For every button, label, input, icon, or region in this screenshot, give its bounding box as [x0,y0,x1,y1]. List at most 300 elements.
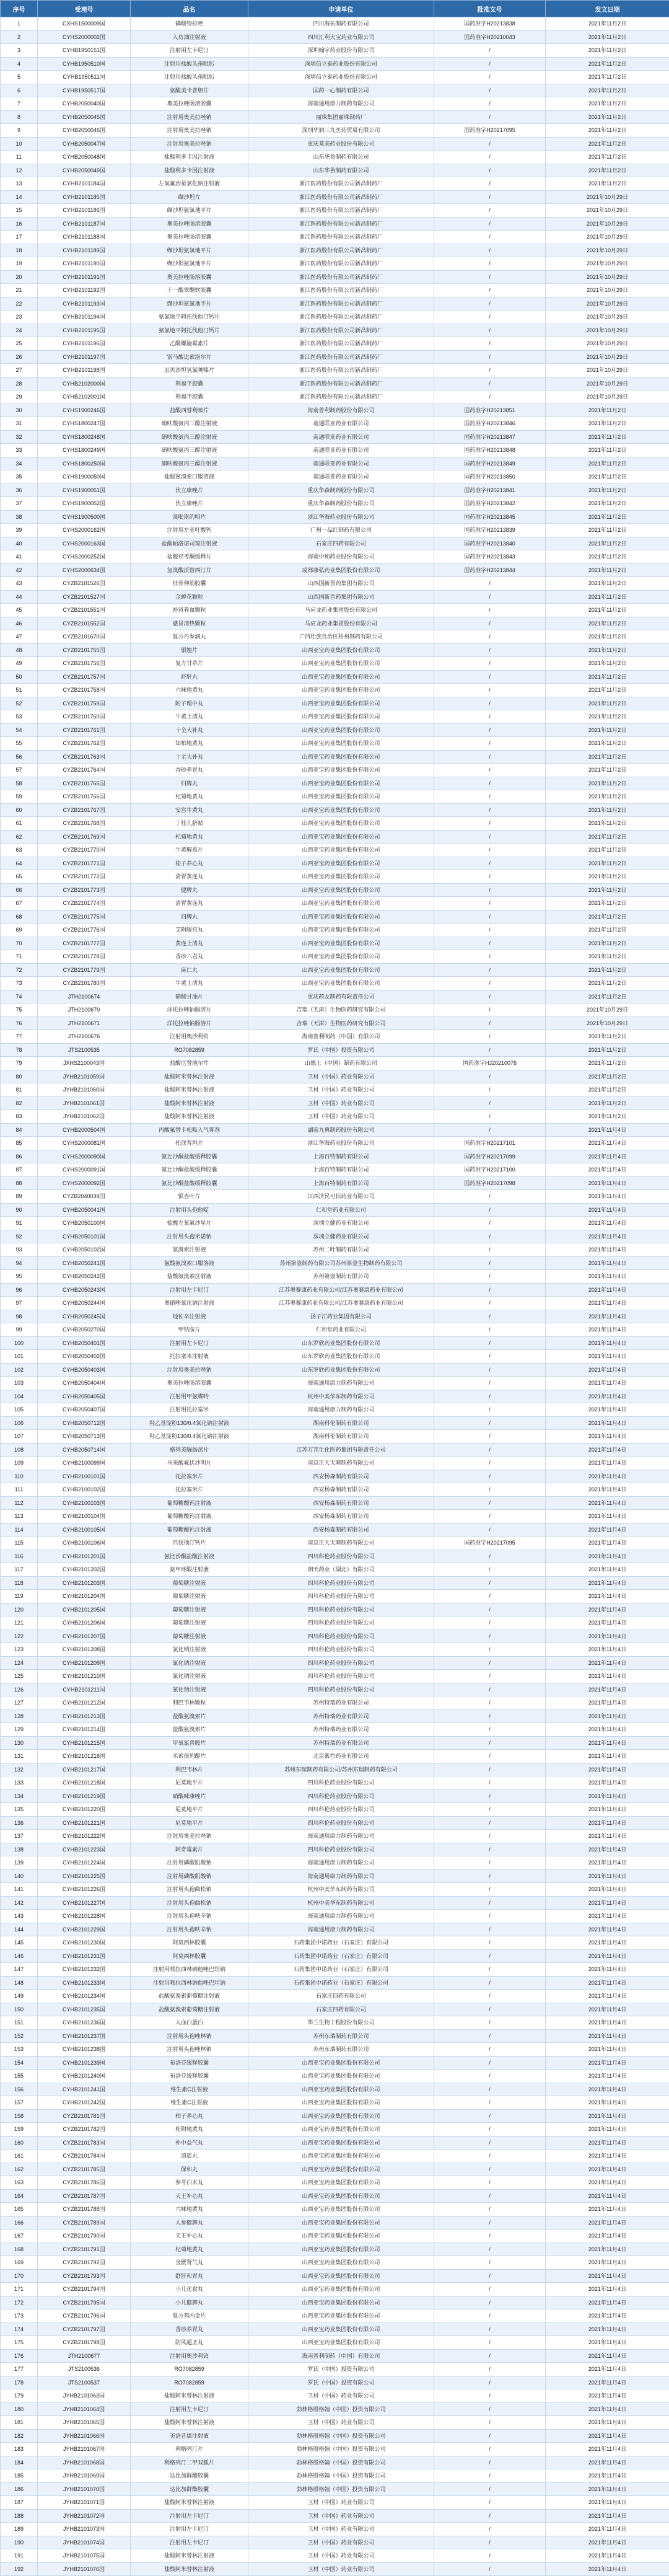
cell-product-name: 盐酸氨溴索葡萄糖注射液 [131,2003,248,2016]
cell-applicant: 山西亚宝药业集团股份有限公司 [248,710,434,724]
cell-acceptance-no: CYZB2101796国 [38,2309,131,2323]
cell-approval-no: / [434,2150,546,2163]
cell-serial: 31 [1,417,38,431]
cell-approval-no: / [434,1390,546,1403]
cell-product-name: 硝呋酸氨丙三醇注射液 [131,444,248,457]
cell-acceptance-no: CYHB2101242国 [38,2096,131,2110]
cell-issue-date: 2021年11月4日 [546,2029,669,2043]
cell-product-name: 阿奇霉素片 [131,1843,248,1856]
cell-serial: 43 [1,577,38,591]
cell-applicant: 石药集团中诺药业（石家庄）有限公司 [248,1949,434,1963]
cell-applicant: 浙江医药股份有限公司新昌制药厂 [248,204,434,218]
table-row [1,1990,669,2003]
cell-issue-date: 2021年11月2日 [546,950,669,964]
cell-serial: 104 [1,1390,38,1403]
cell-acceptance-no: CYHB2101201国 [38,1550,131,1563]
cell-approval-no: 国药准字H20217100 [434,1163,546,1177]
cell-applicant: 四川科伦药业股份有限公司 [248,1617,434,1630]
cell-serial: 105 [1,1403,38,1417]
cell-serial: 15 [1,204,38,218]
cell-serial: 102 [1,1363,38,1377]
cell-serial: 142 [1,1896,38,1910]
cell-serial: 4 [1,57,38,71]
cell-acceptance-no: CYZB2101767国 [38,803,131,817]
cell-issue-date: 2021年11月2日 [546,803,669,817]
cell-product-name: 氨溴索注射液 [131,1243,248,1257]
cell-applicant: 山西亚宝药业集团股份有限公司 [248,924,434,937]
cell-acceptance-no: CYHB2050102国 [38,1243,131,1257]
cell-acceptance-no: CYHB1950511国 [38,71,131,84]
cell-acceptance-no: CYHB2100106国 [38,1537,131,1550]
cell-product-name: 十全大补丸 [131,723,248,737]
cell-applicant: 山西亚宝药业集团股份有限公司 [248,2083,434,2096]
cell-issue-date: 2021年11月4日 [546,2003,669,2016]
cell-applicant: 山西亚宝药业集团股份有限公司 [248,2189,434,2203]
cell-issue-date: 2021年11月4日 [546,1630,669,1643]
cell-product-name: 盐酸氨溴索葡萄糖注射液 [131,1990,248,2003]
cell-approval-no: / [434,1443,546,1457]
cell-serial: 22 [1,297,38,311]
cell-approval-no: / [434,2496,546,2510]
cell-acceptance-no: CYHB2101206国 [38,1617,131,1630]
cell-serial: 164 [1,2189,38,2203]
cell-serial: 122 [1,1630,38,1643]
cell-product-name: 注射用左亚叶酸钙 [131,524,248,537]
table-row [1,910,669,924]
cell-acceptance-no: CYHB2101189国 [38,244,131,257]
cell-approval-no: / [434,1830,546,1843]
cell-applicant: 深圳立健药业有限公司 [248,1230,434,1243]
cell-serial: 118 [1,1576,38,1590]
cell-approval-no: / [434,977,546,990]
cell-applicant: 卫材（中国）药业有限公司 [248,2389,434,2403]
cell-product-name: 麻仁丸 [131,963,248,977]
cell-applicant: 四川科伦药业股份有限公司 [248,1789,434,1803]
table-row [1,1750,669,1763]
cell-issue-date: 2021年11月2日 [546,550,669,564]
table-row [1,750,669,764]
cell-acceptance-no: CYHB2101225国 [38,1869,131,1883]
cell-issue-date: 2021年11月2日 [546,737,669,751]
cell-issue-date: 2021年11月2日 [546,17,669,31]
cell-applicant: 山西亚宝药业集团股份有限公司 [248,2163,434,2176]
cell-product-name: 利巴韦林颗粒 [131,1696,248,1710]
cell-applicant: 深圳立健药业有限公司 [248,1217,434,1230]
cell-acceptance-no: CYHB2101195国 [38,324,131,337]
cell-product-name: 金蝉花颗粒 [131,590,248,604]
cell-acceptance-no: CYZB2101771国 [38,857,131,870]
cell-serial: 77 [1,1030,38,1044]
table-row [1,1123,669,1137]
cell-acceptance-no: JTS2100535 [38,1043,131,1057]
cell-product-name: 补中益气丸 [131,2136,248,2150]
cell-approval-no: / [434,2083,546,2096]
cell-product-name: 清胃黄连丸 [131,870,248,884]
cell-serial: 157 [1,2096,38,2110]
cell-approval-no: / [434,1896,546,1910]
table-row [1,417,669,431]
table-row [1,2096,669,2110]
table-row [1,617,669,630]
cell-applicant: 山东罗欣药业集团股份有限公司 [248,1336,434,1350]
cell-issue-date: 2021年11月4日 [546,2536,669,2549]
cell-product-name: 磷酸特拉唑 [131,17,248,31]
cell-serial: 173 [1,2309,38,2323]
cell-product-name: 羟乙基淀粉130/0.4氯化钠注射液 [131,1416,248,1430]
cell-approval-no: / [434,2443,546,2456]
cell-product-name: 复方甘草片 [131,657,248,671]
cell-product-name: 氯化钠注射液 [131,1656,248,1670]
table-row [1,2482,669,2496]
cell-applicant: 山东罗欣药业集团股份有限公司 [248,1363,434,1377]
cell-product-name: 参苓白术丸 [131,2176,248,2190]
cell-serial: 76 [1,1017,38,1030]
cell-product-name: 甲氧氯普胺片 [131,1736,248,1750]
cell-applicant: 山西亚宝药业集团股份有限公司 [248,817,434,831]
cell-product-name: 香砂养胃丸 [131,2322,248,2336]
table-row [1,1163,669,1177]
cell-acceptance-no: CYZB2101784国 [38,2150,131,2163]
table-row [1,1457,669,1470]
cell-applicant: 山西亚宝药业集团股份有限公司 [248,2309,434,2323]
cell-serial: 143 [1,1910,38,1923]
cell-acceptance-no: JYHB2101072国 [38,2509,131,2523]
cell-serial: 71 [1,950,38,964]
cell-issue-date: 2021年10月29日 [546,231,669,244]
cell-serial: 88 [1,1176,38,1190]
cell-issue-date: 2021年11月2日 [546,777,669,790]
cell-approval-no: / [434,1083,546,1097]
table-row [1,697,669,710]
cell-product-name: 银翘片 [131,643,248,657]
cell-applicant: 山西亚宝药业集团股份有限公司 [248,857,434,870]
cell-serial: 97 [1,1297,38,1310]
cell-serial: 186 [1,2482,38,2496]
cell-approval-no: 国药准字H20217099 [434,1150,546,1163]
cell-acceptance-no: CYHB2102000国 [38,377,131,390]
cell-issue-date: 2021年11月2日 [546,883,669,897]
cell-applicant: 苏州第壹制药有限公司 [248,1270,434,1284]
cell-product-name: 人血白蛋白 [131,2016,248,2030]
cell-acceptance-no: CYHB2101188国 [38,231,131,244]
table-row [1,1496,669,1510]
cell-applicant: 朗天药业（湖北）有限公司 [248,1563,434,1577]
table-row [1,1336,669,1350]
cell-issue-date: 2021年11月4日 [546,2256,669,2270]
cell-product-name: 注射用盐酸头孢吡肟 [131,71,248,84]
cell-issue-date: 2021年11月2日 [546,963,669,977]
table-row [1,604,669,617]
cell-approval-no: / [434,1630,546,1643]
cell-product-name: 氨比沙酮盐酸注射液 [131,1550,248,1563]
cell-approval-no: / [434,790,546,804]
cell-acceptance-no: CYHB2050244国 [38,1297,131,1310]
cell-applicant: 西安杨森制药有限公司 [248,1523,434,1537]
table-row [1,1883,669,1897]
cell-product-name: 氨比沙酮盐酸缓释胶囊 [131,1150,248,1163]
cell-approval-no: / [434,2243,546,2256]
cell-issue-date: 2021年11月4日 [546,1736,669,1750]
cell-approval-no: / [434,2376,546,2389]
cell-acceptance-no: JYHB2101071国 [38,2496,131,2510]
cell-acceptance-no: CYHS1800250国 [38,457,131,470]
cell-product-name: 香砂六君丸 [131,950,248,964]
cell-acceptance-no: CYHB2050242国 [38,1270,131,1284]
table-row [1,2509,669,2523]
cell-serial: 112 [1,1496,38,1510]
cell-serial: 133 [1,1776,38,1790]
cell-serial: 159 [1,2123,38,2137]
table-row [1,2496,669,2510]
cell-serial: 63 [1,844,38,857]
cell-product-name: 缬沙坦氨氯地平片 [131,244,248,257]
cell-product-name: 注射用哌拉西林钠他唑巴坦钠 [131,1963,248,1977]
cell-serial: 56 [1,750,38,764]
cell-issue-date: 2021年11月4日 [546,2216,669,2230]
cell-applicant: 山西亚宝药业集团股份有限公司 [248,2150,434,2163]
cell-product-name: 注射用盐酸头孢吡肟 [131,57,248,71]
cell-product-name: 盐酸阿米替林注射液 [131,2389,248,2403]
cell-serial: 138 [1,1843,38,1856]
cell-approval-no: / [434,217,546,231]
cell-acceptance-no: CYHB2101229国 [38,1923,131,1936]
table-row [1,2549,669,2563]
cell-product-name: 葡萄糖注射液 [131,1576,248,1590]
cell-serial: 168 [1,2243,38,2256]
cell-applicant: 山西亚宝药业集团股份有限公司 [248,897,434,911]
table-row [1,643,669,657]
cell-serial: 167 [1,2230,38,2243]
cell-issue-date: 2021年11月4日 [546,1869,669,1883]
cell-acceptance-no: JTH2100671 [38,1017,131,1030]
cell-approval-no: / [434,737,546,751]
cell-serial: 161 [1,2150,38,2163]
cell-applicant: 广西壮族自治区梧州制药有限公司 [248,630,434,644]
cell-issue-date: 2021年11月2日 [546,1057,669,1070]
cell-approval-no: / [434,110,546,124]
cell-approval-no: / [434,311,546,324]
cell-acceptance-no: CYHS2000163国 [38,537,131,550]
cell-approval-no: / [434,1403,546,1417]
cell-product-name: 利福平胶囊 [131,377,248,390]
cell-product-name: 注射用左卡尼汀 [131,2523,248,2536]
cell-issue-date: 2021年11月4日 [546,1123,669,1137]
table-row [1,1377,669,1390]
cell-serial: 174 [1,2322,38,2336]
cell-issue-date: 2021年10月29日 [546,257,669,271]
cell-product-name: 奥硝唑氯化钠注射液 [131,1297,248,1310]
cell-issue-date: 2021年11月4日 [546,1776,669,1790]
table-row [1,444,669,457]
table-row [1,297,669,311]
cell-acceptance-no: JYHB2101059国 [38,1070,131,1083]
cell-issue-date: 2021年11月4日 [546,2243,669,2256]
cell-applicant: 山西亚宝药业集团股份有限公司 [248,2296,434,2309]
cell-acceptance-no: CYZB2101765国 [38,777,131,790]
table-row [1,1696,669,1710]
table-row [1,84,669,97]
cell-approval-no: / [434,764,546,777]
cell-applicant: 山西亚宝药业集团股份有限公司 [248,790,434,804]
cell-approval-no: / [434,1323,546,1337]
cell-issue-date: 2021年11月4日 [546,1443,669,1457]
cell-approval-no: 国药准字H20213850 [434,470,546,484]
table-row [1,2176,669,2190]
cell-applicant: 卫材（中国）药业有限公司 [248,2549,434,2563]
cell-applicant: 重庆华森制药股份有限公司 [248,497,434,511]
table-row [1,777,669,790]
cell-product-name: 注射用左卡尼汀 [131,2402,248,2416]
cell-acceptance-no: CYZB2101769国 [38,830,131,844]
cell-applicant: 广州一品红制药有限公司 [248,524,434,537]
table-row [1,1590,669,1603]
cell-acceptance-no: CYHB2050045国 [38,110,131,124]
cell-applicant: 山西亚宝药业集团股份有限公司 [248,2256,434,2270]
cell-acceptance-no: CYHB2102001国 [38,390,131,404]
header-row [1,1,669,17]
cell-applicant: 海南普利制药（中国）有限公司 [248,2349,434,2363]
cell-approval-no: / [434,2336,546,2350]
cell-acceptance-no: CYHB2101240国 [38,2070,131,2083]
table-row [1,217,669,231]
cell-issue-date: 2021年11月4日 [546,2402,669,2416]
cell-approval-no: / [434,164,546,177]
cell-acceptance-no: CYHB2101191国 [38,270,131,284]
cell-product-name: 注射用头孢呋辛钠 [131,1910,248,1923]
cell-issue-date: 2021年11月2日 [546,617,669,630]
cell-issue-date: 2021年11月4日 [546,1976,669,1990]
cell-product-name: 乙酰螺旋霉素片 [131,337,248,351]
cell-applicant: 海南中和药业股份有限公司 [248,550,434,564]
cell-issue-date: 2021年11月2日 [546,1083,669,1097]
cell-serial: 115 [1,1537,38,1550]
cell-issue-date: 2021年11月4日 [546,1403,669,1417]
table-row [1,937,669,950]
cell-product-name: 利巴韦林片 [131,1763,248,1776]
cell-serial: 33 [1,444,38,457]
cell-serial: 169 [1,2256,38,2270]
cell-approval-no: / [434,2269,546,2283]
table-row [1,2349,669,2363]
cell-product-name: 天王补心丸 [131,2230,248,2243]
cell-serial: 127 [1,1696,38,1710]
table-row [1,17,669,31]
cell-acceptance-no: CYZB2101779国 [38,963,131,977]
cell-serial: 75 [1,1003,38,1017]
cell-product-name: 缬沙坦片 [131,190,248,204]
cell-serial: 120 [1,1603,38,1617]
cell-applicant: 山西亚宝药业集团股份有限公司 [248,803,434,817]
cell-acceptance-no: CYHB2101230国 [38,1936,131,1950]
cell-applicant: 山西亚宝药业集团股份有限公司 [248,2070,434,2083]
cell-serial: 176 [1,2349,38,2363]
cell-approval-no: / [434,284,546,298]
cell-issue-date: 2021年11月4日 [546,2456,669,2469]
cell-product-name: 丙酸氟替卡松吸入气雾剂 [131,1123,248,1137]
cell-acceptance-no: JYHB2101063国 [38,2389,131,2403]
cell-issue-date: 2021年11月4日 [546,2136,669,2150]
cell-serial: 114 [1,1523,38,1537]
cell-applicant: 海南通用康力制药有限公司 [248,97,434,111]
cell-approval-no: / [434,2469,546,2483]
cell-serial: 151 [1,2016,38,2030]
cell-approval-no: / [434,1709,546,1723]
table-row [1,1869,669,1883]
table-row [1,2243,669,2256]
cell-serial: 89 [1,1190,38,1204]
cell-applicant: 苏州特瑞药业有限公司 [248,1709,434,1723]
table-row [1,670,669,684]
cell-product-name: 地佐辛注射液 [131,1310,248,1323]
cell-issue-date: 2021年11月4日 [546,1643,669,1657]
cell-issue-date: 2021年11月4日 [546,2443,669,2456]
cell-issue-date: 2021年11月2日 [546,857,669,870]
cell-applicant: 山西亚宝药业集团股份有限公司 [248,830,434,844]
table-row [1,2216,669,2230]
cell-applicant: 四川科伦药业股份有限公司 [248,1816,434,1830]
cell-serial: 91 [1,1217,38,1230]
table-row [1,1416,669,1430]
cell-serial: 54 [1,723,38,737]
cell-acceptance-no: JYHB2101073国 [38,2523,131,2536]
cell-serial: 45 [1,604,38,617]
cell-product-name: 盐酸西替利嗪片 [131,404,248,417]
cell-issue-date: 2021年11月4日 [546,1923,669,1936]
cell-approval-no: / [434,684,546,697]
cell-applicant: 浙江医药股份有限公司新昌制药厂 [248,350,434,364]
table-row [1,2283,669,2296]
cell-approval-no: / [434,2309,546,2323]
cell-issue-date: 2021年11月4日 [546,2123,669,2137]
cell-serial: 66 [1,883,38,897]
cell-issue-date: 2021年11月2日 [546,30,669,44]
cell-serial: 9 [1,124,38,138]
table-row [1,803,669,817]
cell-serial: 172 [1,2296,38,2309]
table-row [1,324,669,337]
cell-serial: 107 [1,1430,38,1444]
cell-issue-date: 2021年11月2日 [546,137,669,151]
cell-product-name: 盐酸阿米替林注射液 [131,2496,248,2510]
cell-applicant: 山东华鲁制药有限公司 [248,164,434,177]
table-row [1,844,669,857]
cell-applicant: 浙江医药股份有限公司新昌制药厂 [248,364,434,377]
cell-approval-no: / [434,1550,546,1563]
table-row [1,1243,669,1257]
cell-product-name: 盐酸氨溴索片 [131,1709,248,1723]
cell-applicant: 勃林格殷格翰（中国）投资有限公司 [248,2443,434,2456]
cell-issue-date: 2021年11月2日 [546,977,669,990]
table-row [1,1176,669,1190]
cell-acceptance-no: CYZB2101526国 [38,577,131,591]
cell-approval-no: / [434,377,546,390]
cell-product-name: 六味地黄丸 [131,684,248,697]
cell-product-name: 盐酸阿米替林注射液 [131,1083,248,1097]
cell-acceptance-no: CYHB2050100国 [38,1217,131,1230]
cell-product-name: 阿莫西林胶囊 [131,1949,248,1963]
table-row [1,137,669,151]
cell-applicant: 浙江医药股份有限公司新昌制药厂 [248,270,434,284]
cell-acceptance-no: CYHB2050040国 [38,97,131,111]
cell-acceptance-no: CYZB2101756国 [38,657,131,671]
cell-serial: 144 [1,1923,38,1936]
table-row [1,2363,669,2376]
cell-product-name: 氢溴酸沃替西汀片 [131,563,248,577]
cell-approval-no: / [434,1763,546,1776]
cell-applicant: 勃林格殷格翰（中国）投资有限公司 [248,2456,434,2469]
cell-product-name: 盐酸阿米替林注射液 [131,2416,248,2430]
cell-issue-date: 2021年11月4日 [546,1723,669,1737]
